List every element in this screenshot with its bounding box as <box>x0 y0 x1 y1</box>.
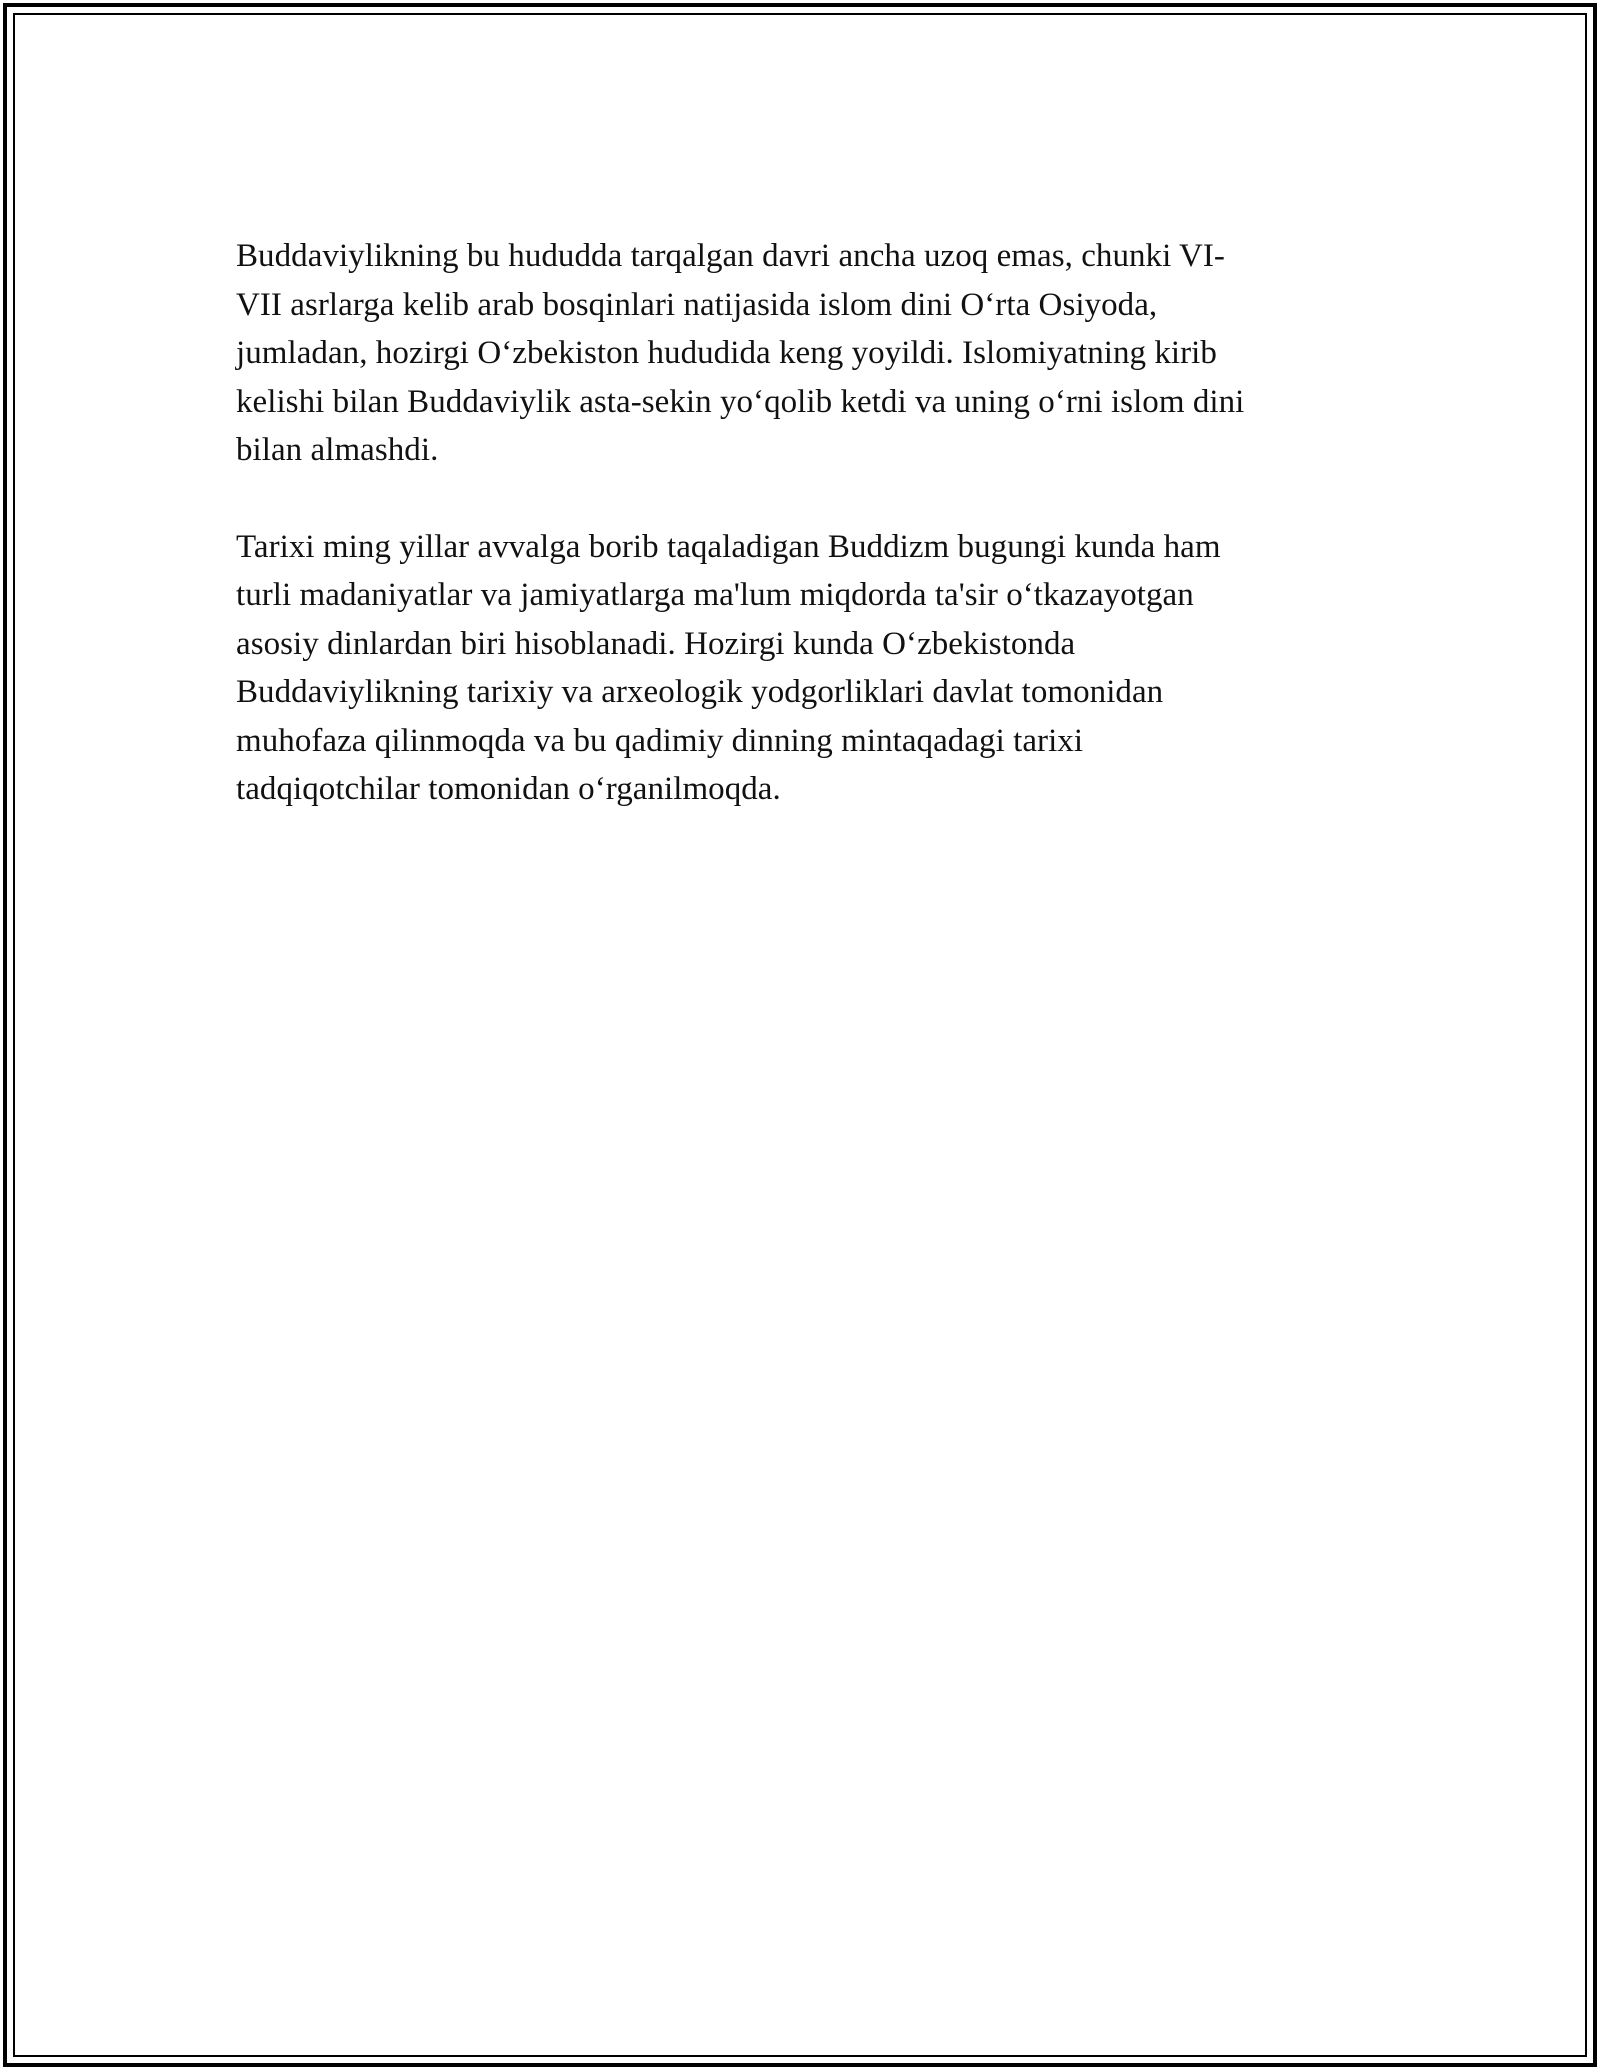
text-line: Buddaviylikning tarixiy va arxeologik yodgorliklari davlat tomonidan <box>236 674 1164 710</box>
text-line: Buddaviylikning bu hududda tarqalgan davri ancha uzoq emas, chunki VI- <box>236 238 1225 274</box>
text-line: bilan almashdi. <box>236 432 439 468</box>
text-line: kelishi bilan Buddaviylik asta-sekin yo‘qolib ketdi va uning o‘rni islom dini <box>236 383 1245 420</box>
text-line: jumladan, hozirgi O‘zbekiston hududida keng yoyildi. Islomiyatning kirib <box>236 335 1217 371</box>
paragraph-1 <box>236 232 1356 475</box>
text-line: turli madaniyatlar va jamiyatlarga ma'lum miqdorda ta'sir o‘tkazayotgan <box>236 577 1194 613</box>
text-line: Tarixi ming yillar avvalga borib taqaladigan Buddizm bugungi kunda ham <box>236 528 1221 565</box>
text-line: VII asrlarga kelib arab bosqinlari natijasida islom dini O‘rta Osiyoda, <box>236 286 1158 323</box>
text-line: muhofaza qilinmoqda va bu qadimiy dinning mintaqadagi tarixi <box>236 722 1084 759</box>
document-body <box>236 232 1356 862</box>
text-line: asosiy dinlardan biri hisoblanadi. Hozirgi kunda O‘zbekistonda <box>236 625 1076 662</box>
paragraph-2 <box>236 523 1356 814</box>
text-line: tadqiqotchilar tomonidan o‘rganilmoqda. <box>236 771 781 807</box>
